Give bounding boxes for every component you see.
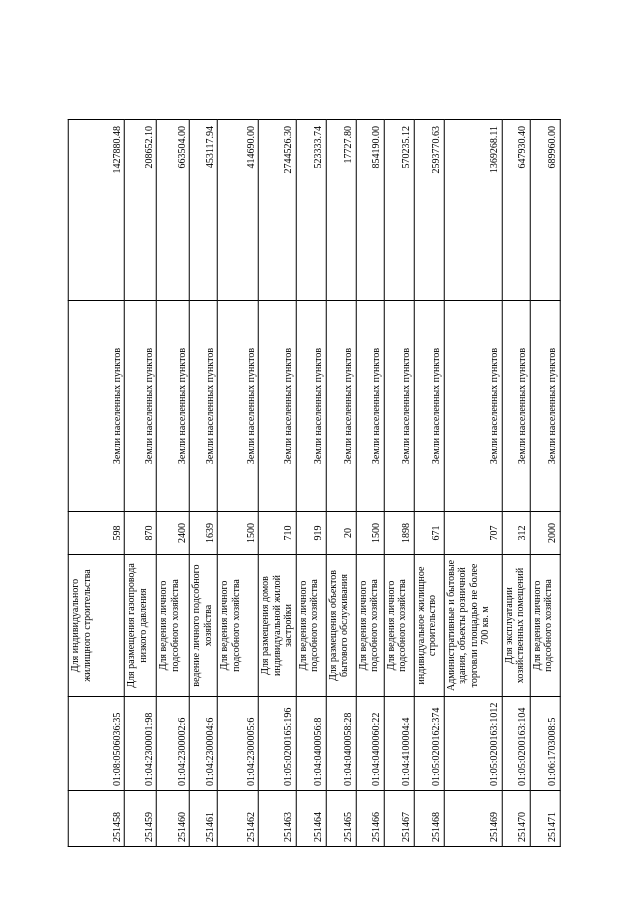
cadastral-number-cell: 01:05:0200163:1012 (443, 696, 501, 790)
land-plots-table (67, 119, 560, 847)
table-row (258, 119, 296, 846)
land-category-cell: Земли населенных пунктов (443, 300, 501, 511)
table-row (501, 119, 529, 846)
row-id-cell: 251459 (124, 790, 156, 846)
permitted-use-cell: Для ведения личного подсобного хозяйства (295, 554, 325, 696)
permitted-use-cell: Для ведения личного подсобного хозяйства (217, 554, 258, 696)
land-category-cell: Земли населенных пунктов (217, 300, 258, 511)
table-row (325, 119, 355, 846)
cadastral-number-cell: 01:05:0200165:196 (258, 696, 296, 790)
table-row (413, 119, 443, 846)
land-category-cell: Земли населенных пунктов (413, 300, 443, 511)
cadastral-value-cell: 854190.00 (355, 119, 383, 300)
cadastral-number-cell: 01:04:0400056:8 (295, 696, 325, 790)
cadastral-value-cell: 663504.00 (156, 119, 189, 300)
cadastral-number-cell: 01:06:1703008:5 (529, 696, 559, 790)
cadastral-value-cell: 523333.74 (295, 119, 325, 300)
cadastral-number-cell: 01:04:2300002:6 (156, 696, 189, 790)
land-category-cell: Земли населенных пунктов (189, 300, 217, 511)
cadastral-number-cell: 01:05:0200162:374 (413, 696, 443, 790)
area-cell: 312 (501, 511, 529, 554)
area-cell: 870 (124, 511, 156, 554)
row-id-cell: 251465 (325, 790, 355, 846)
area-cell: 1500 (355, 511, 383, 554)
land-category-cell: Земли населенных пунктов (355, 300, 383, 511)
cadastral-number-cell: 01:08:0506036:35 (68, 696, 124, 790)
table-row (189, 119, 217, 846)
table-body (68, 119, 560, 846)
table-row (355, 119, 383, 846)
table-row (156, 119, 189, 846)
land-category-cell: Земли населенных пунктов (156, 300, 189, 511)
permitted-use-cell: Для размещения домов индивидуальной жилой застройки (258, 554, 296, 696)
land-category-cell: Земли населенных пунктов (529, 300, 559, 511)
table-row (443, 119, 501, 846)
area-cell: 1639 (189, 511, 217, 554)
cadastral-number-cell: 01:04:2300004:6 (189, 696, 217, 790)
cadastral-value-cell: 208652.10 (124, 119, 156, 300)
row-id-cell: 251471 (529, 790, 559, 846)
table-row (529, 119, 559, 846)
permitted-use-cell: Для размещения объектов бытового обслуживания (325, 554, 355, 696)
cadastral-value-cell: 1427880.48 (68, 119, 124, 300)
permitted-use-cell: индивидуальное жилищное строительство (413, 554, 443, 696)
land-category-cell: Земли населенных пунктов (383, 300, 413, 511)
land-category-cell: Земли населенных пунктов (325, 300, 355, 511)
area-cell: 707 (443, 511, 501, 554)
permitted-use-cell: Для ведения личного подсобного хозяйства (383, 554, 413, 696)
cadastral-number-cell: 01:04:2300001:98 (124, 696, 156, 790)
land-category-cell: Земли населенных пунктов (68, 300, 124, 511)
cadastral-value-cell: 647930.40 (501, 119, 529, 300)
row-id-cell: 251469 (443, 790, 501, 846)
table-row (217, 119, 258, 846)
cadastral-number-cell: 01:04:2300005:6 (217, 696, 258, 790)
cadastral-value-cell: 414690.00 (217, 119, 258, 300)
land-category-cell: Земли населенных пунктов (124, 300, 156, 511)
permitted-use-cell: Для размещения газопровода низкого давления (124, 554, 156, 696)
cadastral-number-cell: 01:04:0400060:22 (355, 696, 383, 790)
row-id-cell: 251468 (413, 790, 443, 846)
land-category-cell: Земли населенных пунктов (501, 300, 529, 511)
document-page (69, 119, 558, 846)
permitted-use-cell: Административные и бытовые здания, объекты розничной торговли площадью не более 700 кв. м (443, 554, 501, 696)
permitted-use-cell: Для индивидуального жилищного строительства (68, 554, 124, 696)
permitted-use-cell: Для ведения личного подсобного хозяйства (529, 554, 559, 696)
row-id-cell: 251458 (68, 790, 124, 846)
cadastral-value-cell: 2744526.30 (258, 119, 296, 300)
row-id-cell: 251470 (501, 790, 529, 846)
area-cell: 20 (325, 511, 355, 554)
permitted-use-cell: Для ведения личного подсобного хозяйства (156, 554, 189, 696)
row-id-cell: 251466 (355, 790, 383, 846)
cadastral-value-cell: 570235.12 (383, 119, 413, 300)
row-id-cell: 251461 (189, 790, 217, 846)
area-cell: 919 (295, 511, 325, 554)
row-id-cell: 251467 (383, 790, 413, 846)
table-row (68, 119, 124, 846)
area-cell: 671 (413, 511, 443, 554)
area-cell: 1898 (383, 511, 413, 554)
area-cell: 598 (68, 511, 124, 554)
area-cell: 710 (258, 511, 296, 554)
row-id-cell: 251464 (295, 790, 325, 846)
cadastral-value-cell: 453117.94 (189, 119, 217, 300)
row-id-cell: 251463 (258, 790, 296, 846)
cadastral-value-cell: 2593770.63 (413, 119, 443, 300)
cadastral-number-cell: 01:04:0400058:28 (325, 696, 355, 790)
cadastral-number-cell: 01:05:0200163:104 (501, 696, 529, 790)
table-row (383, 119, 413, 846)
area-cell: 1500 (217, 511, 258, 554)
table-row (295, 119, 325, 846)
permitted-use-cell: ведение личного подсобного хозяйства (189, 554, 217, 696)
cadastral-value-cell: 1369268.11 (443, 119, 501, 300)
row-id-cell: 251462 (217, 790, 258, 846)
cadastral-number-cell: 01:04:4100004:4 (383, 696, 413, 790)
cadastral-value-cell: 17727.80 (325, 119, 355, 300)
permitted-use-cell: Для эксплуатации хозяйственных помещений (501, 554, 529, 696)
area-cell: 2000 (529, 511, 559, 554)
land-category-cell: Земли населенных пунктов (295, 300, 325, 511)
area-cell: 2400 (156, 511, 189, 554)
land-category-cell: Земли населенных пунктов (258, 300, 296, 511)
table-row (124, 119, 156, 846)
row-id-cell: 251460 (156, 790, 189, 846)
cadastral-value-cell: 689960.00 (529, 119, 559, 300)
permitted-use-cell: Для ведения личного подсобного хозяйства (355, 554, 383, 696)
